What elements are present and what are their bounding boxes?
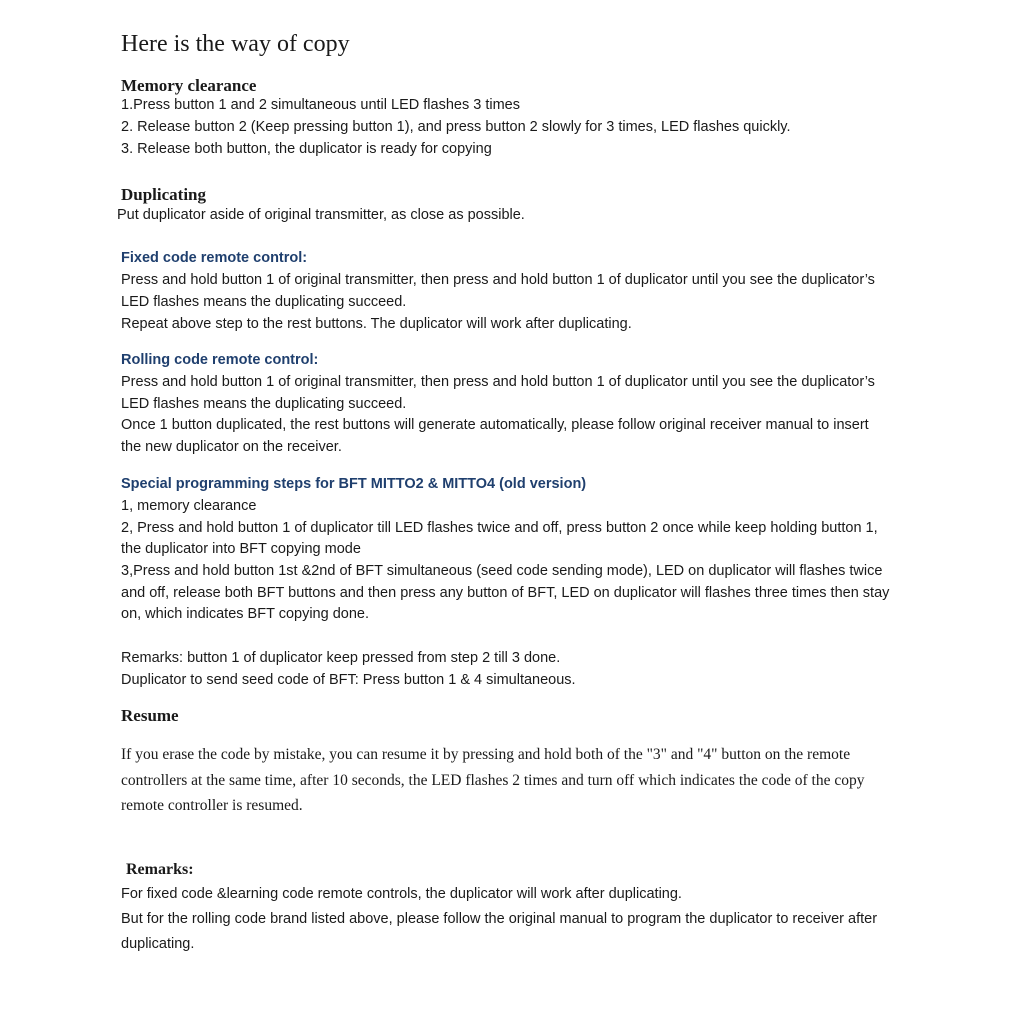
special-line-3: the duplicator into BFT copying mode [121, 541, 361, 557]
memory-step-2: 2. Release button 2 (Keep pressing button 1), and press button 2 slowly for 3 times, LED flashes quickly. [121, 119, 791, 135]
memory-step-3: 3. Release both button, the duplicator is ready for copying [121, 141, 492, 157]
rolling-line-4: the new duplicator on the receiver. [121, 439, 342, 455]
special-remark-2: Duplicator to send seed code of BFT: Press button 1 & 4 simultaneous. [121, 672, 576, 688]
rolling-line-3: Once 1 button duplicated, the rest buttons will generate automatically, please follow original receiver manual to insert [121, 417, 869, 433]
rolling-code-heading: Rolling code remote control: [121, 352, 319, 368]
rolling-line-2: LED flashes means the duplicating succeed. [121, 396, 407, 412]
remarks-line-1: For fixed code &learning code remote controls, the duplicator will work after duplicating. [121, 886, 682, 902]
special-line-2: 2, Press and hold button 1 of duplicator till LED flashes twice and off, press button 2 once while keep holding button 1, [121, 520, 878, 536]
resume-line-2: controllers at the same time, after 10 seconds, the LED flashes 2 times and turn off which indicates the code of the copy [121, 772, 865, 789]
special-bft-heading: Special programming steps for BFT MITTO2 & MITTO4 (old version) [121, 476, 587, 492]
page-title: Here is the way of copy [121, 31, 350, 57]
duplicating-intro: Put duplicator aside of original transmitter, as close as possible. [117, 207, 525, 223]
rolling-line-1: Press and hold button 1 of original transmitter, then press and hold button 1 of duplicator until you see the duplicator’s [121, 374, 875, 390]
resume-heading: Resume [121, 706, 179, 725]
fixed-line-1: Press and hold button 1 of original transmitter, then press and hold button 1 of duplicator until you see the duplicator’s [121, 272, 875, 288]
remarks-heading: Remarks: [126, 861, 194, 878]
fixed-line-2: LED flashes means the duplicating succeed. [121, 294, 407, 310]
fixed-line-3: Repeat above step to the rest buttons. The duplicator will work after duplicating. [121, 316, 632, 332]
special-line-4: 3,Press and hold button 1st &2nd of BFT simultaneous (seed code sending mode), LED on duplicator will flashes twice [121, 563, 883, 579]
remarks-line-2: But for the rolling code brand listed above, please follow the original manual to program the duplicator to receiver after [121, 911, 878, 927]
special-remark-1: Remarks: button 1 of duplicator keep pressed from step 2 till 3 done. [121, 650, 561, 666]
special-line-5: and off, release both BFT buttons and then press any button of BFT, LED on duplicator will flashes three times then stay [121, 585, 890, 601]
duplicating-heading: Duplicating [121, 185, 207, 204]
memory-step-1: 1.Press button 1 and 2 simultaneous until LED flashes 3 times [121, 97, 520, 113]
resume-line-1: If you erase the code by mistake, you can resume it by pressing and hold both of the "3" and "4" button on the remote [121, 746, 851, 763]
fixed-code-heading: Fixed code remote control: [121, 250, 308, 266]
memory-clearance-heading: Memory clearance [121, 76, 257, 95]
special-line-6: on, which indicates BFT copying done. [121, 606, 369, 622]
remarks-line-3: duplicating. [121, 936, 195, 952]
resume-line-3: remote controller is resumed. [121, 797, 303, 814]
special-line-1: 1, memory clearance [121, 498, 257, 514]
